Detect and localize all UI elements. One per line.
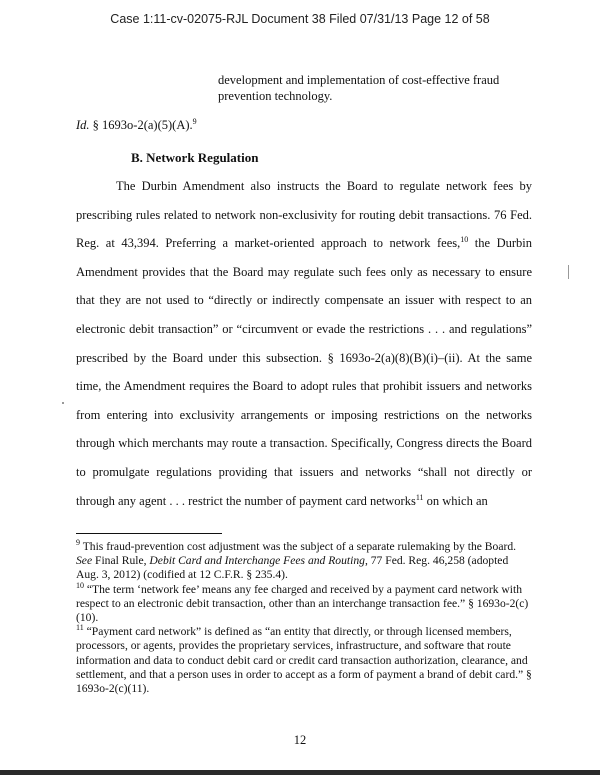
footnote-signal: See: [76, 554, 93, 568]
page-number: 12: [293, 733, 307, 747]
footnote-10: [76, 580, 532, 626]
citation: [76, 118, 197, 133]
block-quote: development and implementation of cost-effective fraud prevention technology.: [218, 73, 500, 103]
footnotes: [76, 540, 532, 696]
citation-id: Id.: [76, 118, 90, 132]
case-header: Case 1:11-cv-02075-RJL Document 38 Filed 07/31/13 Page 12 of 58: [110, 12, 490, 26]
footnote-text: “The term ‘network fee’ means any fee charged and received by a payment card network with respect to an electronic debit transaction, other than an interchange transaction fee.” § 1693o-2(c)(10).: [76, 582, 529, 625]
footnote-11: [76, 625, 532, 696]
footnote-ref-9: 9: [192, 116, 197, 126]
body-text-part2: the Durbin Amendment provides that the Board may regulate such fees only as necessary to ensure that they are not used to “directly or indirectly compensate an issuer with respect to an electronic debit transaction” or “circumvent or evade the restrictions . . . and regulations” prescribed by the Board under this subsection. § 1693o-2(a)(8)(B)(i)–(ii). At the same time, the Amendment requires the Board to adopt rules that prohibit issuers and networks from entering into exclusivity arrangements or imposing restrictions on the networks through which merchants may route a transaction. Specifically, Congress directs the Board to promulgate regulations providing that issuers and networks “shall not directly or through any agent . . . restrict the number of payment card networks: [76, 236, 533, 508]
scan-mark: [568, 265, 569, 279]
scan-mark: [62, 402, 64, 404]
footnote-text: Final Rule,: [92, 554, 150, 568]
citation-section: § 1693o-2(a)(5)(A).: [92, 118, 193, 132]
footnote-number: 11: [76, 623, 84, 633]
footnote-ref-10: 10: [460, 235, 469, 245]
footnote-text: “Payment card network” is defined as “an entity that directly, or through licensed members, processors, or agents, provides the proprietary services, infrastructure, and software that route information and data to conduct debit card or credit card transaction authorization, clearance, and settlement, and that a person uses in order to accept as a form of payment a brand of debit card.” § 1693o-2(c)(11).: [76, 625, 532, 696]
footnote-rule-title: Debit Card and Interchange Fees and Routing: [149, 554, 365, 568]
body-text-part1: The Durbin Amendment also instructs the Board to regulate network fees by prescribing rules related to network non-exclusivity for routing debit transactions. 76 Fed. Reg. at 43,394. Preferring a market-oriented approach to network fees,: [76, 179, 532, 251]
body-paragraph: [76, 172, 532, 515]
footnote-number: 9: [76, 538, 80, 548]
footnote-number: 10: [76, 580, 84, 590]
section-heading: B. Network Regulation: [131, 150, 259, 165]
footnote-ref-11: 11: [415, 492, 424, 502]
scan-edge: [0, 770, 600, 775]
footnote-text: This fraud-prevention cost adjustment was the subject of a separate rulemaking by the Board.: [80, 540, 517, 553]
footnote-divider: [76, 533, 222, 534]
footnote-9: [76, 540, 532, 583]
footnote-text: , 77 Fed. Reg. 46,258 (adopted Aug. 3, 2012) (codified at 12 C.F.R. § 235.4).: [76, 554, 509, 582]
body-text-part3: on which an: [423, 493, 488, 508]
